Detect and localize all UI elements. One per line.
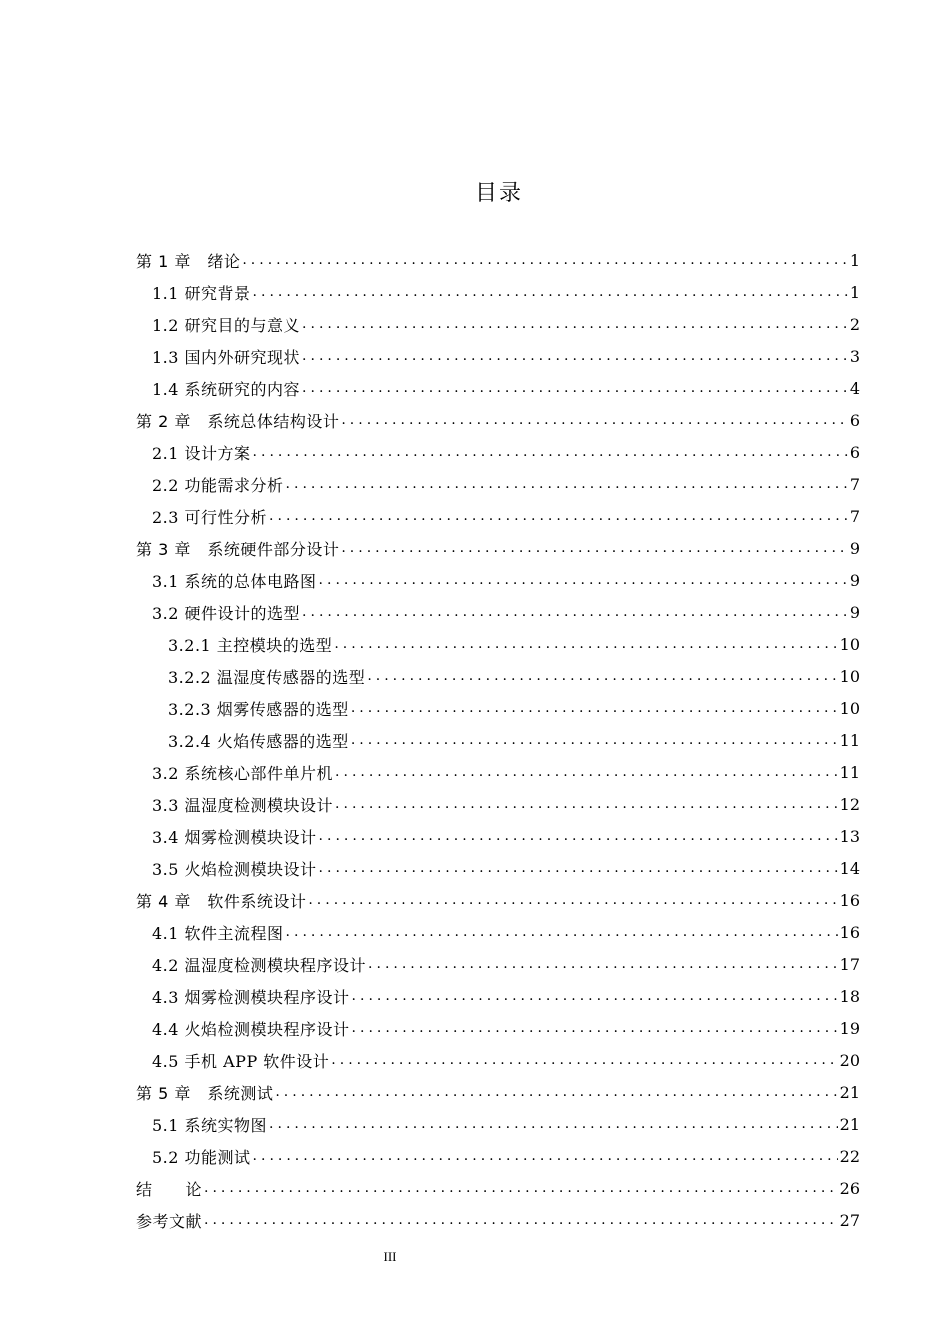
toc-leader-dots bbox=[204, 1212, 838, 1228]
toc-leader-dots bbox=[242, 252, 847, 268]
toc-entry-title: 参考文献 bbox=[136, 1211, 203, 1231]
toc-entry[interactable] bbox=[136, 244, 860, 276]
toc-leader-dots bbox=[352, 988, 838, 1004]
toc-entry-title: 3.5 火焰检测模块设计 bbox=[152, 859, 317, 879]
toc-entry-title: 第 3 章 系统硬件部分设计 bbox=[136, 539, 340, 559]
toc-leader-dots bbox=[286, 924, 838, 940]
toc-entry-title: 3.3 温湿度检测模块设计 bbox=[152, 795, 334, 815]
page-number: III bbox=[383, 1249, 397, 1264]
toc-entry[interactable] bbox=[136, 756, 860, 788]
toc-entry[interactable] bbox=[136, 916, 860, 948]
toc-leader-dots bbox=[319, 572, 848, 588]
toc-entry[interactable] bbox=[136, 404, 860, 436]
toc-entry-title: 4.4 火焰检测模块程序设计 bbox=[152, 1019, 350, 1039]
toc-entry[interactable] bbox=[136, 884, 860, 916]
toc-entry-title: 3.1 系统的总体电路图 bbox=[152, 571, 317, 591]
toc-entry-page: 27 bbox=[839, 1210, 860, 1230]
toc-entry[interactable] bbox=[136, 372, 860, 404]
toc-leader-dots bbox=[204, 1180, 838, 1196]
toc-entry[interactable] bbox=[136, 660, 860, 692]
toc-leader-dots bbox=[341, 540, 847, 556]
toc-entry-title: 3.2 硬件设计的选型 bbox=[152, 603, 301, 623]
toc-entry[interactable] bbox=[136, 1076, 860, 1108]
toc-entry-page: 10 bbox=[839, 634, 860, 654]
toc-entry-title: 4.5 手机 APP 软件设计 bbox=[152, 1051, 330, 1071]
toc-entry-title: 3.2.3 烟雾传感器的选型 bbox=[168, 699, 349, 719]
toc-entry[interactable] bbox=[136, 852, 860, 884]
table-of-contents bbox=[136, 244, 860, 1236]
toc-leader-dots bbox=[319, 860, 838, 876]
toc-entry[interactable] bbox=[136, 532, 860, 564]
toc-entry-title: 5.2 功能测试 bbox=[152, 1147, 251, 1167]
toc-entry[interactable] bbox=[136, 628, 860, 660]
toc-entry-page: 11 bbox=[839, 730, 860, 750]
toc-entry-page: 6 bbox=[849, 410, 860, 430]
toc-entry[interactable] bbox=[136, 1140, 860, 1172]
toc-entry-title: 第 5 章 系统测试 bbox=[136, 1083, 274, 1103]
toc-leader-dots bbox=[335, 796, 838, 812]
toc-entry[interactable] bbox=[136, 788, 860, 820]
toc-entry-page: 16 bbox=[839, 922, 860, 942]
toc-entry-title: 1.3 国内外研究现状 bbox=[152, 347, 301, 367]
toc-entry-title: 2.2 功能需求分析 bbox=[152, 475, 284, 495]
toc-leader-dots bbox=[253, 284, 848, 300]
toc-entry-title: 4.2 温湿度检测模块程序设计 bbox=[152, 955, 367, 975]
toc-entry-page: 2 bbox=[849, 314, 860, 334]
toc-entry-page: 12 bbox=[839, 794, 860, 814]
toc-leader-dots bbox=[368, 956, 838, 972]
toc-entry[interactable] bbox=[136, 724, 860, 756]
toc-entry-title: 2.3 可行性分析 bbox=[152, 507, 268, 527]
toc-entry-page: 10 bbox=[839, 666, 860, 686]
toc-entry[interactable] bbox=[136, 980, 860, 1012]
toc-entry-page: 13 bbox=[839, 826, 860, 846]
toc-entry-title: 3.2 系统核心部件单片机 bbox=[152, 763, 334, 783]
toc-entry-page: 9 bbox=[849, 602, 860, 622]
toc-entry-title: 结 论 bbox=[136, 1179, 203, 1199]
toc-entry-page: 18 bbox=[839, 986, 860, 1006]
toc-entry-title: 4.1 软件主流程图 bbox=[152, 923, 284, 943]
toc-leader-dots bbox=[335, 764, 838, 780]
toc-leader-dots bbox=[308, 892, 837, 908]
toc-entry-title: 3.2.4 火焰传感器的选型 bbox=[168, 731, 349, 751]
toc-entry[interactable] bbox=[136, 340, 860, 372]
toc-leader-dots bbox=[302, 380, 848, 396]
toc-entry[interactable] bbox=[136, 596, 860, 628]
toc-entry[interactable] bbox=[136, 1108, 860, 1140]
toc-entry-page: 21 bbox=[839, 1114, 860, 1134]
toc-leader-dots bbox=[351, 700, 838, 716]
toc-entry-page: 10 bbox=[839, 698, 860, 718]
toc-entry-page: 26 bbox=[839, 1178, 860, 1198]
toc-leader-dots bbox=[334, 636, 837, 652]
toc-entry[interactable] bbox=[136, 1012, 860, 1044]
toc-entry[interactable] bbox=[136, 308, 860, 340]
toc-entry-title: 1.1 研究背景 bbox=[152, 283, 251, 303]
toc-entry-page: 14 bbox=[839, 858, 860, 878]
toc-leader-dots bbox=[341, 412, 847, 428]
toc-leader-dots bbox=[286, 476, 848, 492]
toc-leader-dots bbox=[319, 828, 838, 844]
toc-leader-dots bbox=[351, 732, 838, 748]
toc-entry-page: 21 bbox=[839, 1082, 860, 1102]
toc-entry-title: 3.2.2 温湿度传感器的选型 bbox=[168, 667, 366, 687]
toc-entry[interactable] bbox=[136, 1044, 860, 1076]
toc-entry-title: 4.3 烟雾检测模块程序设计 bbox=[152, 987, 350, 1007]
toc-entry[interactable] bbox=[136, 1172, 860, 1204]
toc-entry-page: 17 bbox=[839, 954, 860, 974]
toc-entry-page: 3 bbox=[849, 346, 860, 366]
toc-entry-title: 1.2 研究目的与意义 bbox=[152, 315, 301, 335]
toc-entry-title: 第 1 章 绪论 bbox=[136, 251, 241, 271]
toc-leader-dots bbox=[253, 1148, 838, 1164]
toc-entry-title: 第 2 章 系统总体结构设计 bbox=[136, 411, 340, 431]
toc-entry[interactable] bbox=[136, 500, 860, 532]
toc-leader-dots bbox=[352, 1020, 838, 1036]
toc-entry[interactable] bbox=[136, 820, 860, 852]
toc-entry-page: 1 bbox=[849, 282, 860, 302]
toc-leader-dots bbox=[269, 508, 848, 524]
toc-leader-dots bbox=[275, 1084, 837, 1100]
toc-leader-dots bbox=[302, 316, 848, 332]
toc-entry-page: 1 bbox=[849, 250, 860, 270]
toc-entry-page: 19 bbox=[839, 1018, 860, 1038]
toc-entry-title: 1.4 系统研究的内容 bbox=[152, 379, 301, 399]
toc-entry[interactable] bbox=[136, 1204, 860, 1236]
toc-entry-title: 2.1 设计方案 bbox=[152, 443, 251, 463]
toc-leader-dots bbox=[253, 444, 848, 460]
toc-entry-page: 20 bbox=[839, 1050, 860, 1070]
toc-entry-page: 6 bbox=[849, 442, 860, 462]
toc-entry[interactable] bbox=[136, 564, 860, 596]
toc-entry-title: 3.4 烟雾检测模块设计 bbox=[152, 827, 317, 847]
toc-entry-page: 16 bbox=[839, 890, 860, 910]
toc-leader-dots bbox=[302, 348, 848, 364]
toc-leader-dots bbox=[302, 604, 848, 620]
toc-entry-title: 第 4 章 软件系统设计 bbox=[136, 891, 307, 911]
toc-entry-page: 7 bbox=[849, 506, 860, 526]
toc-entry-title: 5.1 系统实物图 bbox=[152, 1115, 268, 1135]
page-title: 目录 bbox=[474, 181, 523, 206]
toc-entry[interactable] bbox=[136, 436, 860, 468]
toc-entry-page: 11 bbox=[839, 762, 860, 782]
toc-entry-page: 4 bbox=[849, 378, 860, 398]
toc-leader-dots bbox=[331, 1052, 837, 1068]
toc-entry-page: 9 bbox=[849, 570, 860, 590]
toc-entry[interactable] bbox=[136, 276, 860, 308]
toc-leader-dots bbox=[269, 1116, 838, 1132]
toc-leader-dots bbox=[367, 668, 837, 684]
toc-entry-page: 9 bbox=[849, 538, 860, 558]
toc-entry-page: 7 bbox=[849, 474, 860, 494]
toc-entry-title: 3.2.1 主控模块的选型 bbox=[168, 635, 333, 655]
toc-entry-page: 22 bbox=[839, 1146, 860, 1166]
toc-entry[interactable] bbox=[136, 948, 860, 980]
toc-entry[interactable] bbox=[136, 692, 860, 724]
toc-entry[interactable] bbox=[136, 468, 860, 500]
